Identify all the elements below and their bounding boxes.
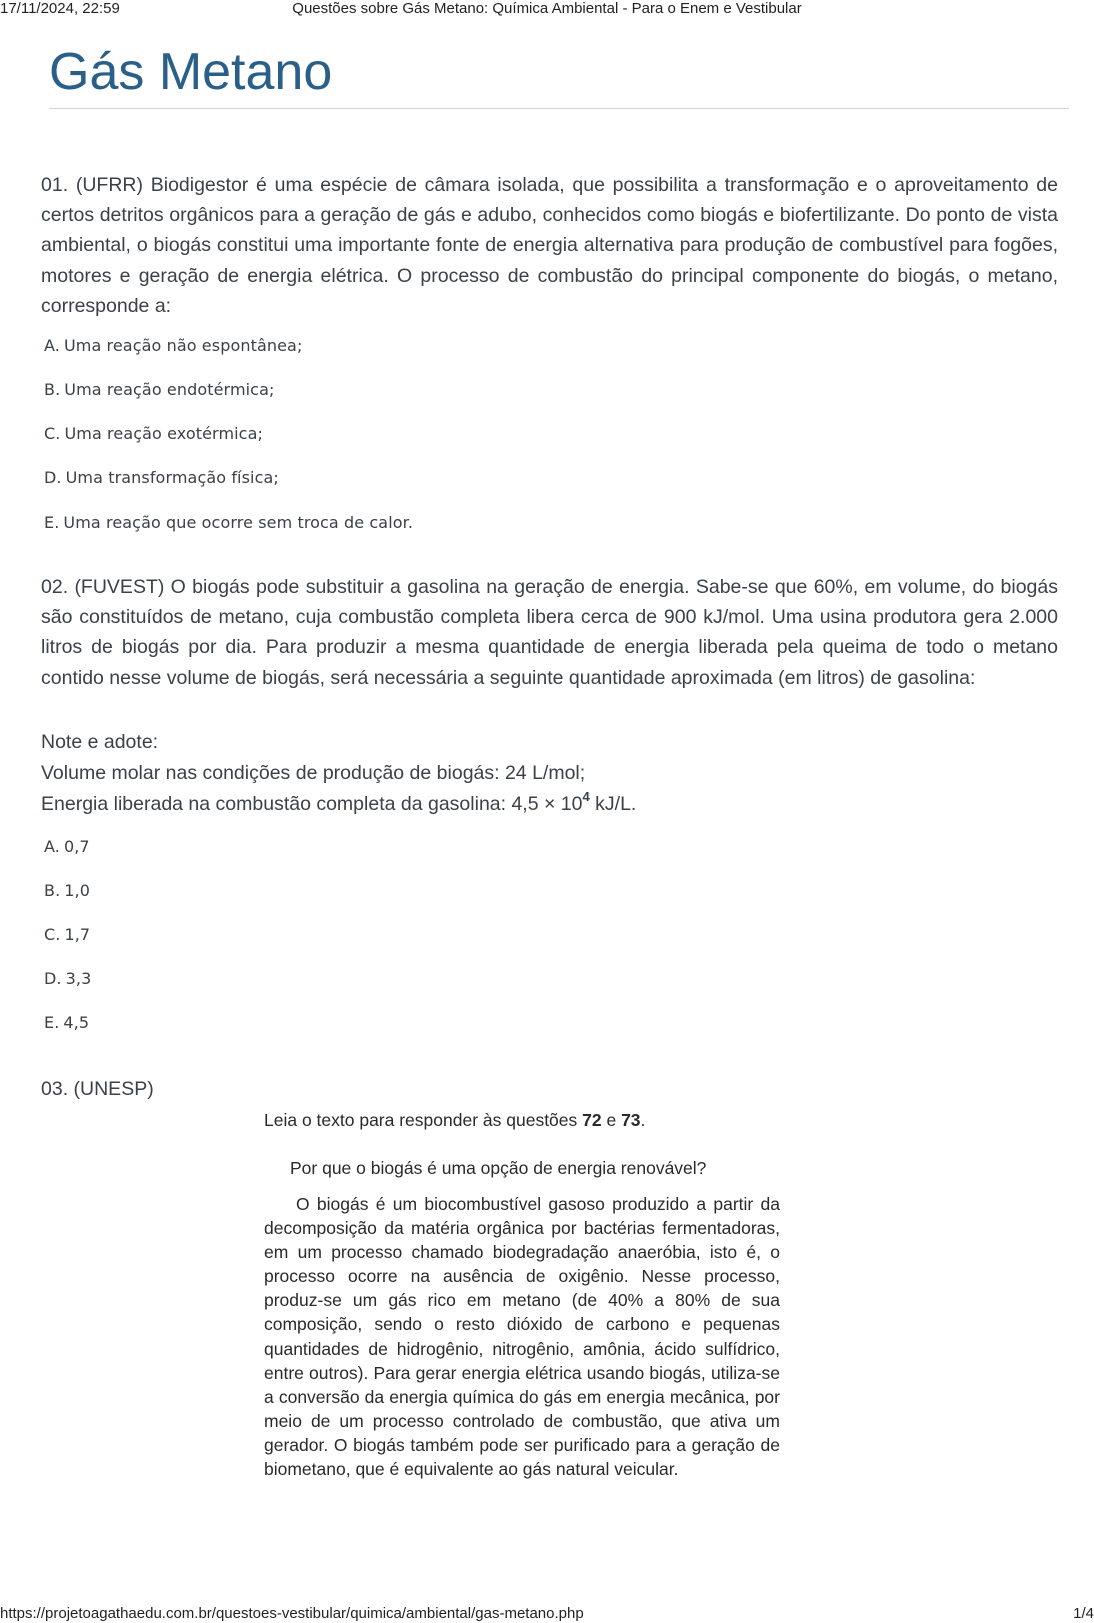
question-2-option-b[interactable] [44,881,90,900]
note-line-2-text: Energia liberada na combustão completa da gasolina: 4,5 × 10 [41,793,583,815]
question-3-text: 03. (UNESP) [41,1078,154,1100]
scan-lead-post: . [640,1110,646,1130]
question-2-note-title: Note e adote: [41,731,159,753]
page-title: Gás Metano [49,43,333,101]
question-2-option-e[interactable] [44,1013,89,1032]
option-text: 0,7 [63,837,90,856]
question-2-text: 02. (FUVEST) O biogás pode substituir a gasolina na geração de energia. Sabe-se que 60%, em volume, do biogás são constituídos de metano, cuja combustão completa libera cerca de 900 kJ/mol. Uma usina produtora gera 2.000 litros de biogás por dia. Para produzir a mesma quantidade de energia liberada pela queima de todo o metano contido nesse volume de biogás, será necessária a seguinte quantidade aproximada (em litros) de gasolina: [41,576,1058,689]
option-text: Uma reação que ocorre sem troca de calor. [63,513,414,532]
option-letter: B. [44,380,61,399]
question-2-option-c[interactable] [44,925,90,944]
option-letter: E. [44,1013,60,1032]
question-1-option-b[interactable] [44,380,274,399]
question-1-option-e[interactable] [44,513,413,532]
option-letter: D. [44,969,62,988]
scan-lead-pre: Leia o texto para responder às questões [264,1110,583,1130]
option-letter: A. [44,336,60,355]
question-1-text: 01. (UFRR) Biodigestor é uma espécie de câmara isolada, que possibilita a transformação e o aproveitamento de certos detritos orgânicos para a geração de gás e adubo, conhecidos como biogás e biofertilizante. Do ponto de vista ambiental, o biogás constitui uma importante fonte de energia alternativa para produção de combustível para fogões, motores e geração de energia elétrica. O processo de combustão do principal componente do biogás, o metano, corresponde a: [41,174,1058,317]
option-text: Uma transformação física; [65,468,279,487]
option-letter: C. [44,925,61,944]
option-letter: E. [44,513,60,532]
question-2-note-line-2 [41,789,637,816]
option-letter: B. [44,881,61,900]
question-2-option-a[interactable] [44,837,90,856]
scan-paragraph: O biogás é um biocombustível gasoso produzido a partir da decomposição da matéria orgânica por bactérias fermentadoras, em um processo chamado biodegradação anaeróbia, isto é, o processo ocorre na ausência de oxigênio. Nesse processo, produz-se um gás rico em metano (de 40% a 80% de sua composição, sendo o resto dióxido de carbono e pequenas quantidades de hidrogênio, nitrogênio, amônia, ácido sulfídrico, entre outros). Para gerar energia elétrica usando biogás, utiliza-se a conversão da energia química do gás em energia mecânica, por meio de um processo controlado de combustão, que ativa um gerador. O biogás também pode ser purificado para a geração de biometano, que é equivalente ao gás natural veicular. [264,1194,780,1480]
option-text: 1,7 [64,925,91,944]
question-1-option-d[interactable] [44,468,279,487]
option-letter: D. [44,468,62,487]
scan-question-number: 72 [582,1110,602,1130]
print-url: https://projetoagathaedu.com.br/questoes-vestibular/quimica/ambiental/gas-metano.php [0,1605,584,1622]
print-page-number: 1/4 [1073,1605,1094,1622]
question-1-option-a[interactable] [44,336,302,355]
scan-question-number: 73 [621,1110,641,1130]
scan-lead [264,1110,645,1131]
option-text: 4,5 [63,1013,90,1032]
question-1-option-c[interactable] [44,424,263,443]
scan-subtitle: Por que o biogás é uma opção de energia renovável? [290,1158,707,1178]
print-header [0,0,1094,18]
option-letter: A. [44,837,60,856]
option-text: 1,0 [64,881,91,900]
option-text: Uma reação exotérmica; [64,424,263,443]
question-3-scanned-text-image [258,1104,788,1514]
title-divider [49,108,1069,109]
option-letter: C. [44,424,61,443]
note-exponent: 4 [582,789,590,804]
option-text: Uma reação endotérmica; [64,380,275,399]
print-datetime: 17/11/2024, 22:59 [0,0,120,17]
note-line-2-unit: kJ/L. [589,793,637,815]
question-2-option-d[interactable] [44,969,91,988]
print-page-title: Questões sobre Gás Metano: Química Ambiental - Para o Enem e Vestibular [292,0,802,17]
question-2-note-line-1: Volume molar nas condições de produção de biogás: 24 L/mol; [41,762,586,784]
scan-lead-mid: e [601,1110,622,1130]
option-text: Uma reação não espontânea; [63,336,303,355]
option-text: 3,3 [65,969,92,988]
